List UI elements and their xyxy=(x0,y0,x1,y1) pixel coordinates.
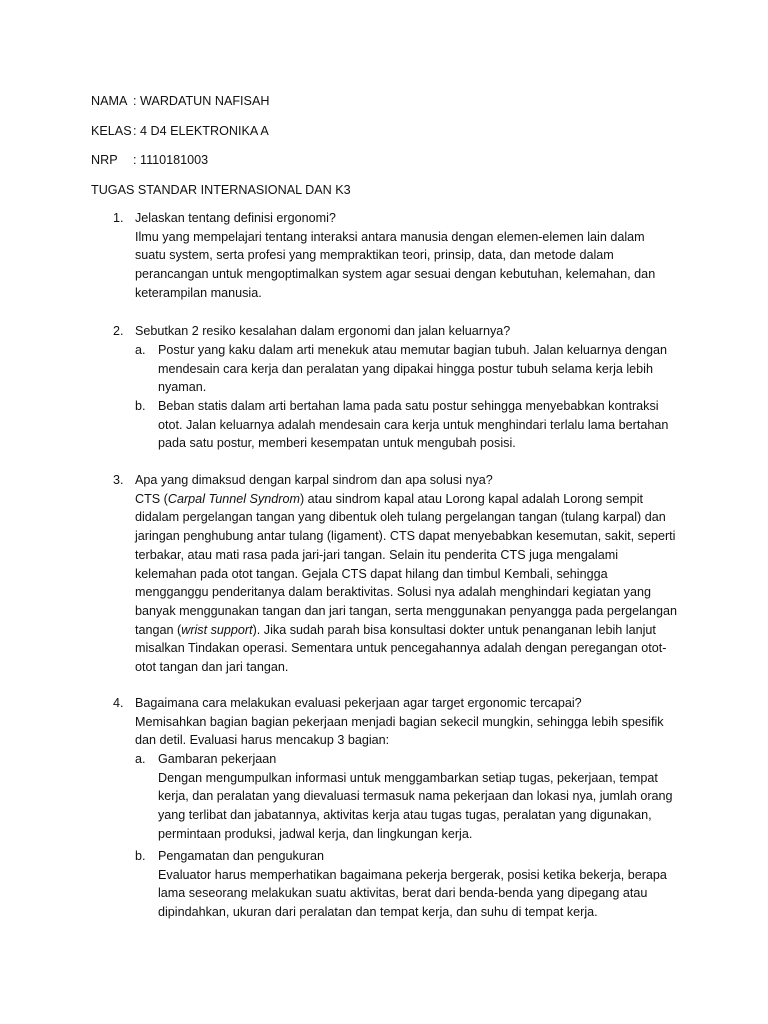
q3-block xyxy=(135,471,680,677)
kelas-value: : 4 D4 ELEKTRONIKA A xyxy=(133,124,269,138)
q3-question: Apa yang dimaksud dengan karpal sindrom dan apa solusi nya? xyxy=(135,473,493,487)
q3-answer-line: banyak menggunakan tangan dan jari tangan, serta menggunakan penyangga pada pergelangan xyxy=(135,603,677,618)
q2-a-line: nyaman. xyxy=(158,380,207,395)
q4-a-marker: a. xyxy=(135,752,146,766)
q2-a-block xyxy=(158,341,680,397)
q4-a-line: kerja, dan peralatan yang dievaluasi termasuk nama pekerjaan dan lokasi nya, jumlah orang xyxy=(158,789,673,804)
q3-answer-line xyxy=(135,621,680,640)
q3-italic-term: wrist support xyxy=(181,622,253,637)
nrp-label: NRP xyxy=(91,153,118,167)
q3-answer-line: kelemahan pada otot tangan. Gejala CTS dapat hilang dan timbul Kembali, sehingga xyxy=(135,566,608,581)
q2-number: 2. xyxy=(113,324,124,338)
nama-value: : WARDATUN NAFISAH xyxy=(133,94,270,108)
document-title: TUGAS STANDAR INTERNASIONAL DAN K3 xyxy=(91,183,351,197)
kelas-label: KELAS xyxy=(91,124,132,138)
q2-a-line: mendesain cara kerja dan peralatan yang dipakai hingga postur tubuh selama kerja lebih xyxy=(158,361,653,376)
q4-answer-line: dan detil. Evaluasi harus mencakup 3 bagian: xyxy=(135,733,390,748)
q3-answer-line: otot tangan dan jari tangan. xyxy=(135,660,289,675)
q2-b-line: pada satu postur, memberi kesempatan untuk mengubah posisi. xyxy=(158,436,516,451)
q2-b-line: Beban statis dalam arti bertahan lama pada satu postur sehingga menyebabkan kontraksi xyxy=(158,399,659,413)
q4-b-line: Evaluator harus memperhatikan bagaimana pekerja bergerak, posisi ketika bekerja, berapa xyxy=(158,867,667,882)
q3-text: CTS ( xyxy=(135,491,168,506)
q1-answer-line: perancangan untuk mengoptimalkan system agar sesuai dengan kebutuhan, kelemahan, dan xyxy=(135,267,656,282)
q3-answer-line: terbakar, atau mati rasa pada jari-jari tangan. Selain itu penderita CTS juga mengalami xyxy=(135,547,619,562)
q4-a-line: permintaan produksi, jadwal kerja, dan lingkungan kerja. xyxy=(158,826,473,841)
nama-label: NAMA xyxy=(91,94,128,108)
q4-a-line: yang terlibat dan jabatannya, aktivitas kerja atau tugas tugas, peralatan yang digunakan, xyxy=(158,808,652,823)
q3-text: ). Jika sudah parah bisa konsultasi dokter untuk penanganan lebih lanjut xyxy=(252,622,656,637)
q4-b-marker: b. xyxy=(135,849,146,863)
q4-b-line: dipindahkan, ukuran dari peralatan dan tempat kerja, dan suhu di tempat kerja. xyxy=(158,905,598,920)
q4-a-line: Dengan mengumpulkan informasi untuk menggambarkan setiap tugas, pekerjaan, tempat xyxy=(158,770,658,785)
q3-italic-term: Carpal Tunnel Syndrom xyxy=(167,491,300,506)
q1-block xyxy=(135,209,680,303)
q4-b-block xyxy=(158,847,680,922)
q1-answer-line: keterampilan manusia. xyxy=(135,285,262,300)
nrp-value: : 1110181003 xyxy=(133,153,209,167)
q1-answer-line: suatu system, serta profesi yang mempraktikan teori, prinsip, data, dan metode dalam xyxy=(135,248,614,263)
q2-a-line: Postur yang kaku dalam arti menekuk atau memutar bagian tubuh. Jalan keluarnya dengan xyxy=(158,343,667,357)
q3-answer-line: jaringan penghubung antar tulang (ligament). CTS dapat menyebabkan kesemutan, sakit, seperti xyxy=(135,529,676,544)
q2-question: Sebutkan 2 resiko kesalahan dalam ergonomi dan jalan keluarnya? xyxy=(135,324,511,338)
q1-answer-line: Ilmu yang mempelajari tentang interaksi antara manusia dengan elemen-elemen lain dalam xyxy=(135,229,645,244)
q4-a-block xyxy=(158,750,680,844)
q4-b-line: lama seseorang melakukan suatu aktivitas, berat dari benda-benda yang dipegang atau xyxy=(158,886,648,901)
q2-b-line: otot. Jalan keluarnya adalah mendesain cara kerja untuk menghindari terlalu lama bertahan xyxy=(158,417,669,432)
q2-b-block xyxy=(158,397,680,453)
q4-b-heading: Pengamatan dan pengukuran xyxy=(158,849,324,863)
q4-question: Bagaimana cara melakukan evaluasi pekerjaan agar target ergonomic tercapai? xyxy=(135,696,582,710)
q3-number: 3. xyxy=(113,473,124,487)
q1-question: Jelaskan tentang definisi ergonomi? xyxy=(135,211,336,225)
q3-answer-line xyxy=(135,490,680,509)
q4-block xyxy=(135,694,680,750)
q3-answer-line: misalkan Tindakan operasi. Sementara untuk pencegahannya adalah dengan peregangan otot- xyxy=(135,641,667,656)
q2-a-marker: a. xyxy=(135,343,146,357)
q3-text: ) atau sindrom kapal atau Lorong kapal adalah Lorong sempit xyxy=(299,491,644,506)
q3-answer-line: mengganggu penderitanya dalam beraktivitas. Solusi nya adalah menghindari kegiatan yang xyxy=(135,585,651,600)
q3-answer-line: didalam pergelangan tangan yang dibentuk oleh tulang pergelangan tangan (tulang karpal) dan xyxy=(135,510,666,525)
q1-number: 1. xyxy=(113,211,124,225)
q4-number: 4. xyxy=(113,696,124,710)
q4-answer-line: Memisahkan bagian bagian pekerjaan menjadi bagian sekecil mungkin, sehingga lebih spesifik xyxy=(135,714,664,729)
q3-text: tangan ( xyxy=(135,622,182,637)
q2-b-marker: b. xyxy=(135,399,146,413)
q4-a-heading: Gambaran pekerjaan xyxy=(158,752,277,766)
